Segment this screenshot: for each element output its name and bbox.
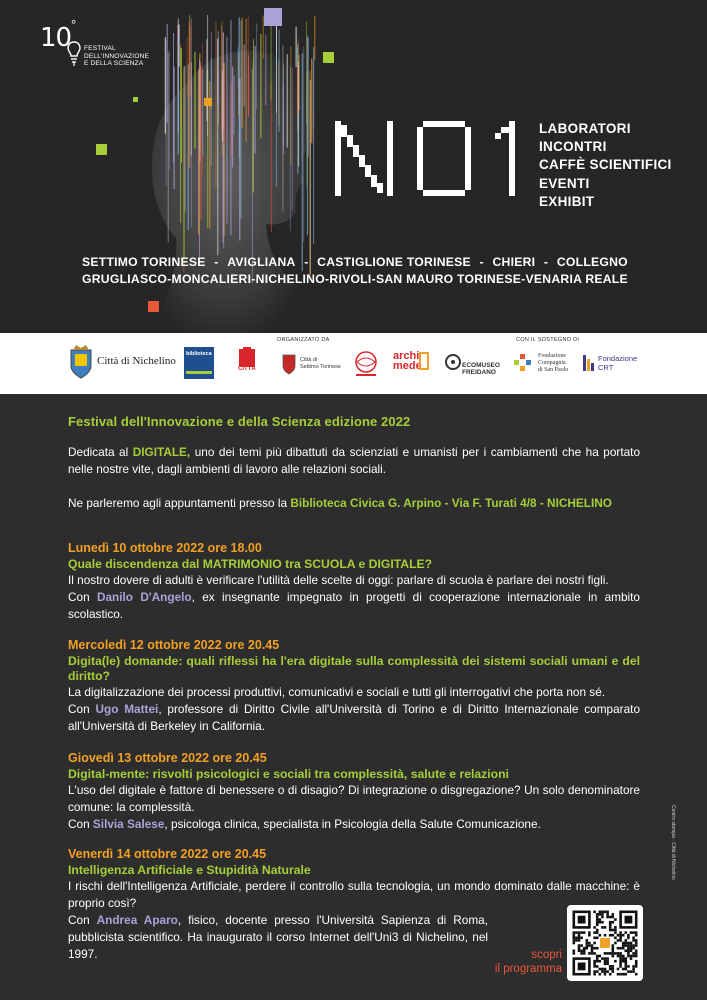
event-title: Digita(le) domande: quali riflessi ha l'era digitale sulla complessità dei sistemi sociali umani e del diritto?: [68, 654, 640, 683]
settimo-logo-text: Città di Settimo Torinese: [300, 357, 341, 370]
deco-square: [96, 144, 107, 155]
compagnia-icon: [514, 354, 532, 372]
logo-number: 10: [40, 23, 72, 53]
festival-title: Festival dell'Innovazione e della Scienza edizione 2022: [68, 414, 411, 429]
organized-label: ORGANIZZATO DA: [277, 337, 330, 343]
nichelino-logo-text: Città di Nichelino: [97, 355, 176, 367]
logo-degree: °: [71, 17, 77, 32]
deco-square: [148, 301, 159, 312]
festival-logo: [40, 17, 150, 69]
digitale-highlight: DIGITALE,: [132, 445, 191, 459]
speaker-name: Ugo Mattei: [95, 702, 159, 716]
intro-paragraph: Dedicata al DIGITALE, uno dei temi più dibattuti da scienziati e umanisti per i cambiamenti che ha portato nelle nostre vite, dagli ambienti di lavoro alle relazioni sociali.: [68, 445, 641, 476]
biblioteca-text: biblioteca: [186, 351, 212, 357]
deco-square: [264, 8, 282, 26]
settimo-crest-icon: [281, 353, 297, 375]
event-speaker: Con Ugo Mattei, professore di Diritto Civile all'Università di Torino e di Diritto Internazionale comparato all'Università di Berkeley in California.: [68, 702, 641, 733]
event-title: Intelligenza Artificiale e Stupidità Naturale: [68, 863, 311, 877]
event-date: Giovedì 13 ottobre 2022 ore 20.45: [68, 751, 267, 765]
qr-code[interactable]: [567, 905, 643, 981]
towns-line-2: GRUGLIASCO - MONCALIERI - NICHELINO - RIVOLI - SAN MAURO TORINESE - VENARIA REALE: [82, 272, 628, 286]
biblioteca-logo: [184, 347, 214, 379]
poster-header: [0, 0, 707, 333]
event-description: L'uso del digitale è fattore di benessere o di disagio? Di integrazione o disgregazione? Un solo denominatore comune: la complessità.: [68, 783, 640, 814]
event-item-speaker: [68, 912, 488, 963]
headline-no1: [335, 121, 525, 196]
activity-item: INCONTRI: [539, 139, 607, 155]
activity-item: LABORATORI: [539, 121, 631, 136]
citta-badge-text: CITTÀ: [238, 366, 256, 372]
crt-logo-text: Fondazione CRT: [598, 354, 638, 372]
venue-paragraph: Ne parleremo agli appuntamenti presso la Biblioteca Civica G. Arpino - Via F. Turati 4/8 - NICHELINO: [68, 496, 612, 510]
activity-item: EVENTI: [539, 175, 590, 191]
citta-badge-logo: [234, 347, 260, 377]
compagnia-logo-text: Fondazione Compagnia di San Paolo: [538, 353, 569, 373]
activities-list: [539, 120, 672, 211]
event-title: Quale discendenza dal MATRIMONIO tra SCUOLA e DIGITALE?: [68, 557, 433, 571]
event-date: Venerdì 14 ottobre 2022 ore 20.45: [68, 847, 267, 861]
sponsor-strip: [0, 333, 707, 394]
event-description: La digitalizzazione dei processi produttivi, comunicativi e sociali e tutti gli interrogativi che porta non sé.: [68, 685, 606, 699]
print-credit: Centro stampa · Città di Nichelino: [670, 805, 676, 880]
event-date: Lunedì 10 ottobre 2022 ore 18.00: [68, 541, 262, 555]
deco-square: [204, 98, 212, 106]
event-description: Il nostro dovere di adulti è verificare l'utilità delle scelte di oggi: parlare di scuola è parlare dei nostri figli.: [68, 573, 609, 587]
logo-text: [84, 45, 149, 68]
event-title: Digital-mente: risvolti psicologici e sociali tra complessità, salute e relazioni: [68, 767, 509, 781]
deco-square: [323, 52, 334, 63]
event-speaker: Con Silvia Salese, psicologa clinica, specialista in Psicologia della Salute Comunicazione.: [68, 817, 541, 831]
event-speaker: Con Danilo D'Angelo, ex insegnante impegnato in progetti di cooperazione internazionale in ambito scolastico.: [68, 590, 640, 621]
crt-icon: [583, 355, 595, 371]
event-item-body: [68, 878, 640, 912]
event-item: [68, 846, 548, 878]
logo-line: FESTIVAL: [84, 45, 116, 52]
nichelino-crest-icon: [68, 344, 94, 380]
event-item: [68, 637, 640, 735]
venue-highlight: Biblioteca Civica G. Arpino - Via F. Turati 4/8 - NICHELINO: [290, 496, 612, 510]
qr-code-icon: [567, 905, 643, 981]
event-item: [68, 750, 640, 833]
event-description: I rischi dell'Intelligenza Artificiale, perdere il controllo sulla tecnologia, un mondo dominato dalle macchine: è proprio così?: [68, 879, 640, 910]
speaker-name: Danilo D'Angelo: [96, 590, 192, 604]
event-date: Mercoledì 12 ottobre 2022 ore 20.45: [68, 638, 280, 652]
tower-icon: [234, 347, 260, 367]
activity-item: CAFFÈ SCIENTIFICI: [539, 157, 672, 173]
archimede-logo: archi mede: [393, 350, 433, 380]
deco-square: [133, 97, 138, 102]
lightbulb-icon: [67, 41, 81, 67]
scopri-programma-label: scopri il programma: [494, 949, 562, 975]
towns-line-1: SETTIMO TORINESE - AVIGLIANA - CASTIGLIONE TORINESE - CHIERI - COLLEGNO: [82, 255, 628, 269]
towns-list: [82, 254, 628, 288]
ecomuseo-logo-text: ECOMUSEO FREIDANO: [462, 362, 500, 376]
event-item: [68, 540, 640, 623]
activity-item: EXHIBIT: [539, 193, 595, 209]
foundation-circle-icon: [351, 350, 381, 378]
logo-line: DELL'INNOVAZIONE: [84, 52, 150, 60]
speaker-name: Andrea Aparo: [96, 913, 178, 927]
event-speaker: Con Andrea Aparo, fisico, docente presso l'Università Sapienza di Roma, pubblicista scientifico. Ha inaugurato il corso Internet dell'Uni3 di Nichelino, nel 1997.: [68, 913, 489, 961]
speaker-name: Silvia Salese: [92, 817, 165, 831]
support-label: CON IL SOSTEGNO DI: [516, 337, 580, 343]
ecomuseo-icon: [444, 353, 462, 373]
logo-line: E DELLA SCIENZA: [84, 60, 144, 67]
